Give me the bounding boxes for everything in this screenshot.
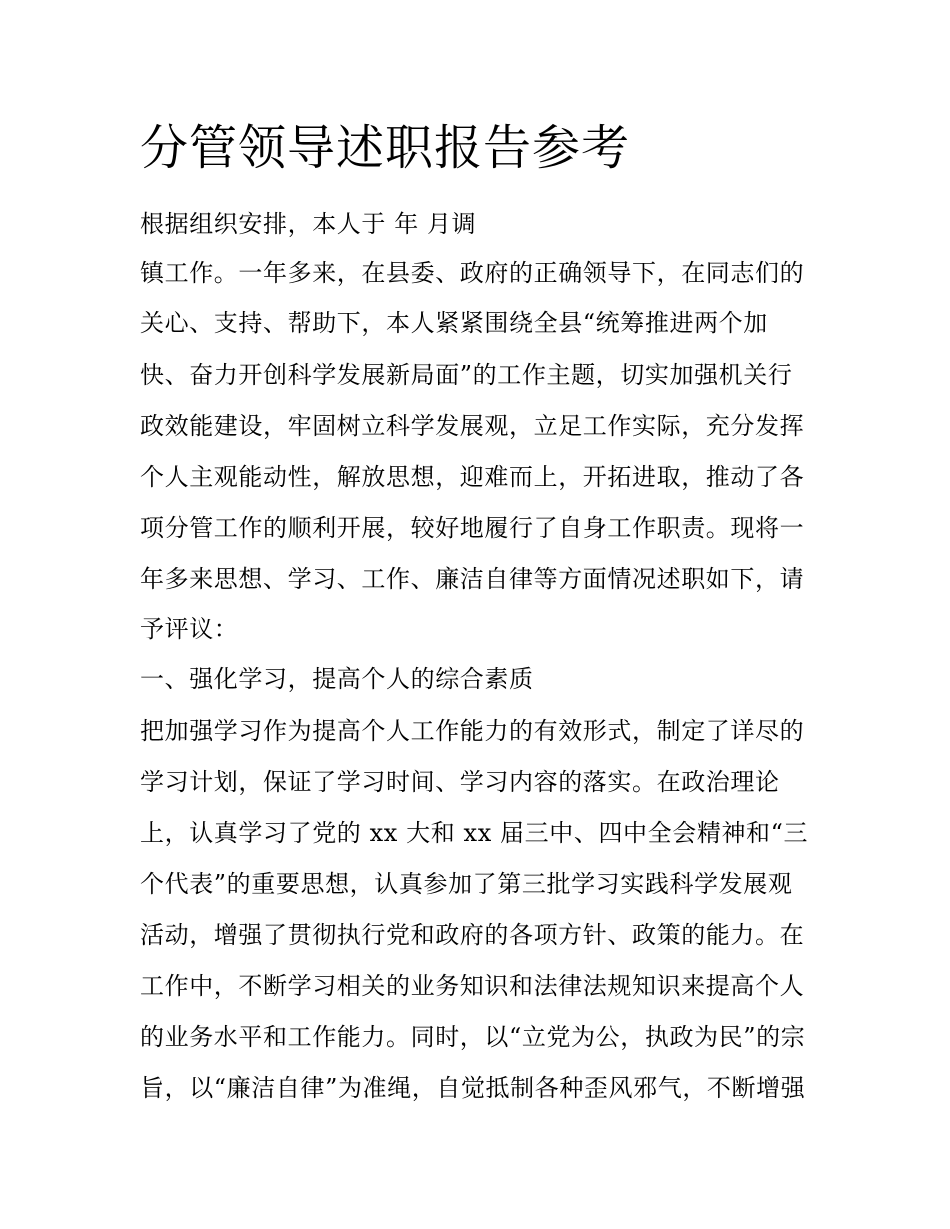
paragraph-line: 个人主观能动性，解放思想，迎难而上，开拓进取，推动了各 [140, 463, 805, 491]
paragraph-line: 年多来思想、学习、工作、廉洁自律等方面情况述职如下，请 [140, 565, 805, 593]
paragraph-line: 活动，增强了贯彻执行党和政府的各项方针、政策的能力。在 [140, 921, 805, 949]
paragraph-line: 旨，以“廉洁自律”为准绳，自觉抵制各种歪风邪气，不断增强 [140, 1074, 806, 1102]
paragraph-line: 学习计划，保证了学习时间、学习内容的落实。在政治理论 [140, 768, 780, 796]
paragraph-line: 根据组织安排，本人于 年 月调 [140, 210, 477, 238]
document-title: 分管领导述职报告参考 [140, 120, 631, 176]
paragraph-line: 的业务水平和工作能力。同时，以“立党为公，执政为民”的宗 [140, 1023, 806, 1051]
paragraph-line: 关心、支持、帮助下，本人紧紧围绕全县“统筹推进两个加 [140, 309, 768, 337]
paragraph-line: 镇工作。一年多来，在县委、政府的正确领导下，在同志们的 [140, 259, 805, 287]
paragraph-line: 把加强学习作为提高个人工作能力的有效形式，制定了详尽的 [140, 717, 805, 745]
paragraph-line: 政效能建设，牢固树立科学发展观，立足工作实际，充分发挥 [140, 412, 805, 440]
paragraph-line: 予评议： [140, 615, 239, 643]
section-heading: 一、强化学习，提高个人的综合素质 [140, 665, 534, 693]
paragraph-line: 工作中，不断学习相关的业务知识和法律法规知识来提高个人 [140, 972, 805, 1000]
paragraph-line: 个代表”的重要思想，认真参加了第三批学习实践科学发展观 [140, 870, 793, 898]
paragraph-line: 快、奋力开创科学发展新局面”的工作主题，切实加强机关行 [140, 361, 793, 389]
paragraph-line: 项分管工作的顺利开展，较好地履行了自身工作职责。现将一 [140, 514, 805, 542]
paragraph-line: 上，认真学习了党的 xx 大和 xx 届三中、四中全会精神和“三 [140, 819, 809, 847]
